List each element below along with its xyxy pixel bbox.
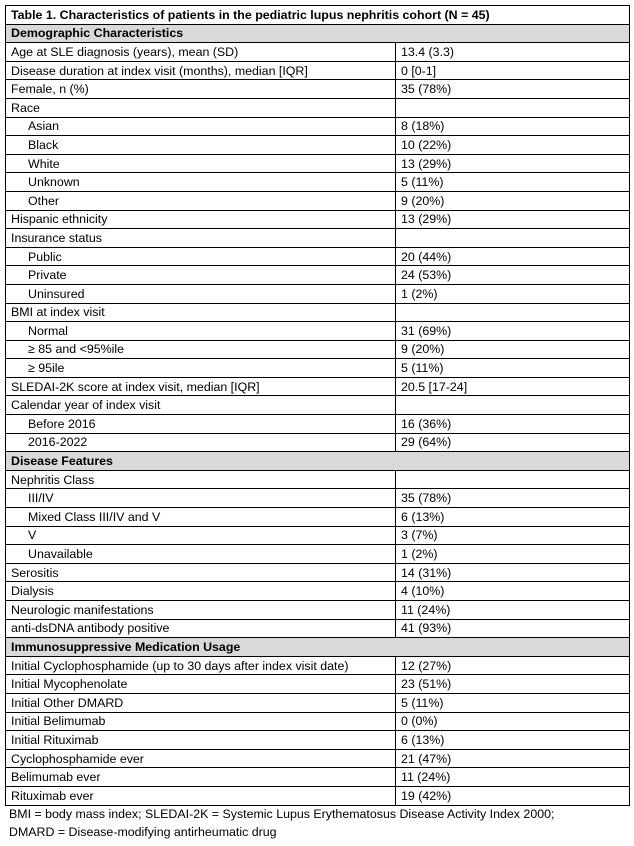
row-label: anti-dsDNA antibody positive [6, 619, 396, 638]
table-row [6, 749, 630, 768]
row-value: 20.5 [17-24] [396, 377, 630, 396]
group-header-row [6, 396, 630, 415]
table-row [6, 433, 630, 452]
table-row [6, 545, 630, 564]
row-label: Initial Other DMARD [6, 693, 396, 712]
row-value [396, 470, 630, 489]
row-label: Serositis [6, 563, 396, 582]
row-value: 5 (11%) [396, 173, 630, 192]
row-label: Race [6, 98, 396, 117]
table-footnote [9, 805, 629, 841]
row-label: SLEDAI-2K score at index visit, median [IQR] [6, 377, 396, 396]
table-row [6, 43, 630, 62]
section-title: Immunosuppressive Medication Usage [6, 638, 630, 657]
row-value: 4 (10%) [396, 582, 630, 601]
row-value: 11 (24%) [396, 601, 630, 620]
group-header-row [6, 98, 630, 117]
row-label: Dialysis [6, 582, 396, 601]
subcategory-label: Normal [6, 322, 396, 341]
subcategory-label: III/IV [6, 489, 396, 508]
subcategory-label: Black [6, 136, 396, 155]
table-row [6, 266, 630, 285]
row-value: 35 (78%) [396, 80, 630, 99]
table-row [6, 601, 630, 620]
row-value: 31 (69%) [396, 322, 630, 341]
table-row [6, 210, 630, 229]
row-value: 6 (13%) [396, 508, 630, 527]
row-value [396, 229, 630, 248]
row-value: 13 (29%) [396, 210, 630, 229]
row-label: Cyclophosphamide ever [6, 749, 396, 768]
group-header-row [6, 303, 630, 322]
row-value: 9 (20%) [396, 340, 630, 359]
table-row [6, 191, 630, 210]
row-label: BMI at index visit [6, 303, 396, 322]
row-value: 3 (7%) [396, 526, 630, 545]
table-row [6, 136, 630, 155]
row-value: 23 (51%) [396, 675, 630, 694]
subcategory-label: Uninsured [6, 284, 396, 303]
section-title: Demographic Characteristics [6, 24, 630, 43]
row-label: Initial Cyclophosphamide (up to 30 days after index visit date) [6, 656, 396, 675]
row-value: 1 (2%) [396, 284, 630, 303]
subcategory-label: Before 2016 [6, 415, 396, 434]
subcategory-label: Unknown [6, 173, 396, 192]
row-label: Disease duration at index visit (months), median [IQR] [6, 61, 396, 80]
row-value: 13.4 (3.3) [396, 43, 630, 62]
section-header-row [6, 452, 630, 471]
row-label: Age at SLE diagnosis (years), mean (SD) [6, 43, 396, 62]
row-value: 16 (36%) [396, 415, 630, 434]
subcategory-label: V [6, 526, 396, 545]
table-title: Table 1. Characteristics of patients in the pediatric lupus nephritis cohort (N = 45) [6, 6, 630, 25]
table-row [6, 508, 630, 527]
table-row [6, 340, 630, 359]
row-label: Calendar year of index visit [6, 396, 396, 415]
row-value: 21 (47%) [396, 749, 630, 768]
row-value: 8 (18%) [396, 117, 630, 136]
subcategory-label: ≥ 85 and <95%ile [6, 340, 396, 359]
row-label: Hispanic ethnicity [6, 210, 396, 229]
section-header-row [6, 24, 630, 43]
row-label: Nephritis Class [6, 470, 396, 489]
table-row [6, 712, 630, 731]
row-value: 0 (0%) [396, 712, 630, 731]
subcategory-label: Unavailable [6, 545, 396, 564]
table-row [6, 786, 630, 805]
row-value: 11 (24%) [396, 768, 630, 787]
row-label: Initial Mycophenolate [6, 675, 396, 694]
table-row [6, 526, 630, 545]
table-row [6, 322, 630, 341]
row-value: 24 (53%) [396, 266, 630, 285]
table-row [6, 154, 630, 173]
footnote-line-2: DMARD = Disease-modifying antirheumatic drug [9, 825, 277, 839]
table-row [6, 377, 630, 396]
row-value [396, 98, 630, 117]
row-label: Neurologic manifestations [6, 601, 396, 620]
table-row [6, 563, 630, 582]
row-value: 5 (11%) [396, 359, 630, 378]
subcategory-label: 2016-2022 [6, 433, 396, 452]
row-value: 14 (31%) [396, 563, 630, 582]
row-value: 1 (2%) [396, 545, 630, 564]
row-value: 35 (78%) [396, 489, 630, 508]
group-header-row [6, 470, 630, 489]
row-value: 10 (22%) [396, 136, 630, 155]
table-row [6, 675, 630, 694]
group-header-row [6, 229, 630, 248]
row-label: Female, n (%) [6, 80, 396, 99]
row-label: Insurance status [6, 229, 396, 248]
table-title-row [6, 6, 630, 25]
row-label: Initial Belimumab [6, 712, 396, 731]
table-row [6, 359, 630, 378]
table-row [6, 173, 630, 192]
subcategory-label: Asian [6, 117, 396, 136]
row-value: 41 (93%) [396, 619, 630, 638]
table-row [6, 117, 630, 136]
table-row [6, 693, 630, 712]
row-value [396, 303, 630, 322]
table-row [6, 489, 630, 508]
characteristics-table [5, 5, 630, 806]
subcategory-label: White [6, 154, 396, 173]
table-row [6, 80, 630, 99]
row-value: 20 (44%) [396, 247, 630, 266]
row-value: 19 (42%) [396, 786, 630, 805]
table-row [6, 582, 630, 601]
subcategory-label: Other [6, 191, 396, 210]
row-label: Rituximab ever [6, 786, 396, 805]
subcategory-label: Private [6, 266, 396, 285]
table-row [6, 61, 630, 80]
row-value: 5 (11%) [396, 693, 630, 712]
row-label: Belimumab ever [6, 768, 396, 787]
table-row [6, 284, 630, 303]
section-header-row [6, 638, 630, 657]
row-value: 12 (27%) [396, 656, 630, 675]
row-value [396, 396, 630, 415]
row-value: 13 (29%) [396, 154, 630, 173]
table-row [6, 731, 630, 750]
table-row [6, 768, 630, 787]
row-value: 0 [0-1] [396, 61, 630, 80]
subcategory-label: Public [6, 247, 396, 266]
subcategory-label: Mixed Class III/IV and V [6, 508, 396, 527]
table-row [6, 619, 630, 638]
table-row [6, 247, 630, 266]
row-label: Initial Rituximab [6, 731, 396, 750]
row-value: 6 (13%) [396, 731, 630, 750]
row-value: 9 (20%) [396, 191, 630, 210]
footnote-line-1: BMI = body mass index; SLEDAI-2K = Systemic Lupus Erythematosus Disease Activity Index 2000; [9, 807, 555, 821]
row-value: 29 (64%) [396, 433, 630, 452]
table-body [6, 6, 630, 806]
subcategory-label: ≥ 95ile [6, 359, 396, 378]
table-row [6, 656, 630, 675]
section-title: Disease Features [6, 452, 630, 471]
table-row [6, 415, 630, 434]
